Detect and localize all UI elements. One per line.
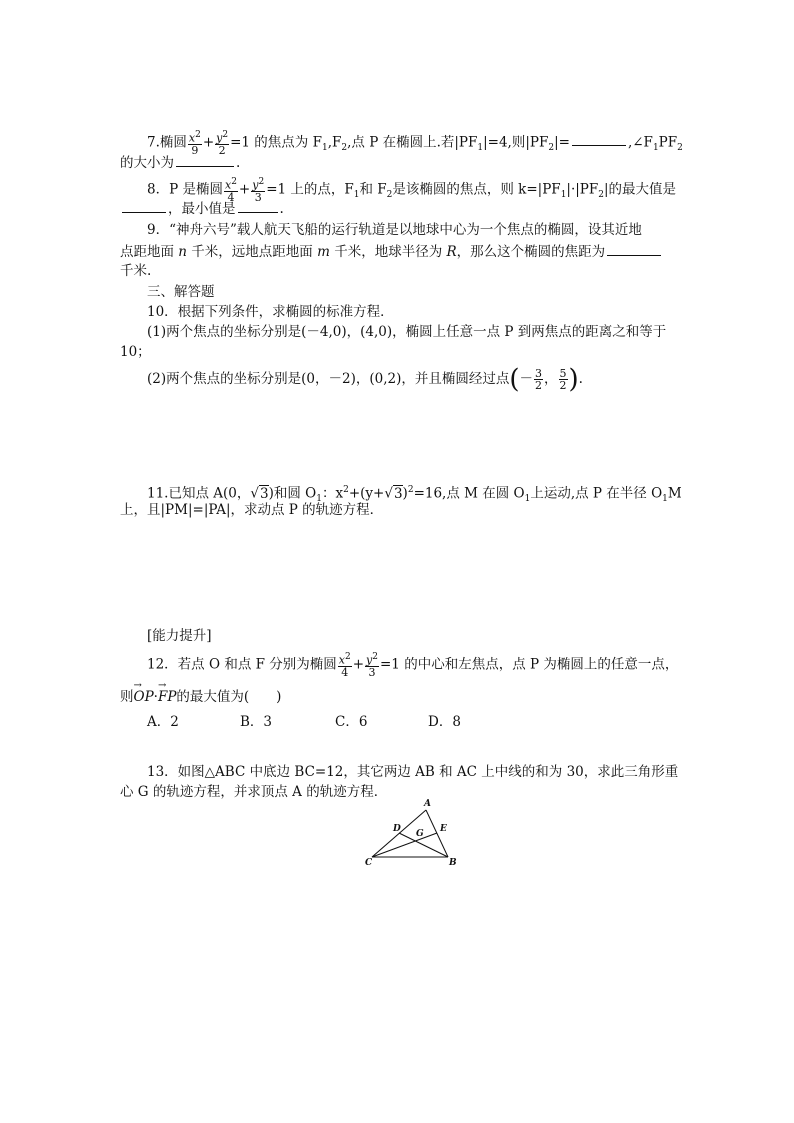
q7-line2: 的大小为 . [120,152,240,173]
q13-line1: 13．如图△ABC 中底边 BC=12，其它两边 AB 和 AC 上中线的和为 30，求此三角形重 [147,764,679,780]
vector-op: → OP [134,687,154,707]
answer-blank[interactable] [176,152,234,167]
label-c: C [365,858,373,868]
q9-line3: 千米. [120,263,152,279]
q10-title: 10．根据下列条件，求椭圆的标准方程． [147,304,394,320]
triangle-figure [360,798,470,870]
q12-line2: 则→ OP·→ FP的最大值为( ) [120,687,281,707]
q12-option-a[interactable]: A．2 [147,714,179,730]
fraction-x2-4: $\frac{x^2}{4}$ [224,177,237,204]
ability-heading: [能力提升] [147,628,212,644]
median-ce [372,833,437,857]
answer-blank[interactable] [607,241,661,256]
q10-part1: (1)两个焦点的坐标分别是(－4,0)，(4,0)，椭圆上任意一点 P 到两焦点的距离之和等于 [147,324,667,340]
answer-blank[interactable] [572,131,626,146]
q8-line1: 8．P 是椭圆 $\frac{x^2}{4}$ + $\frac{y^2}{3}$ =1 上的点，$F_1$和 $F_2$是该椭圆的焦点，则 $k=|PF_1|\cdot|PF_2|$的最大值是 [147,177,677,204]
q12-option-c[interactable]: C．6 [335,714,368,730]
q12-option-d[interactable]: D．8 [428,714,461,730]
q12-option-b[interactable]: B．3 [240,714,273,730]
q10-part2: (2)两个焦点的坐标分别是(0，－2)，(0,2)，并且椭圆经过点(－ $\frac{3}{2}$ ， $\frac{5}{2}$ ). [147,364,583,395]
q9-line1: 9．“神舟六号”载人航天飞船的运行轨道是以地球中心为一个焦点的椭圆，设其近地 [147,222,642,238]
q10-part1-cont: 10； [120,344,151,360]
fraction-x2-9: $\frac{x^2}{9}$ [188,130,201,157]
q12-line1: 12．若点 O 和点 F 分别为椭圆 $\frac{x^2}{4}$ + $\frac{y^2}{3}$ =1 的中心和左焦点，点 P 为椭圆上的任意一点， [147,652,679,679]
q11-line2: 上，且|PM|=|PA|，求动点 P 的轨迹方程． [120,502,384,518]
answer-blank[interactable] [238,198,278,213]
answer-blank[interactable] [122,198,166,213]
fraction-y2-2: $\frac{y^2}{2}$ [216,130,229,157]
q7-line1: 7.椭圆 $\frac{x^2}{9}$ + $\frac{y^2}{2}$ =1 的焦点为 $F_1,F_2$,点 P 在椭圆上.若$|PF_1|=4$,则$|PF_2|=$ $,\angle F_1PF_2$ [147,130,683,157]
vector-fp: → FP [158,687,176,707]
label-e: E [440,824,447,834]
label-b: B [449,858,457,868]
fraction-y2-3: $\frac{y^2}{3}$ [252,177,265,204]
q13-line2: 心 G 的轨迹方程，并求顶点 A 的轨迹方程． [120,784,388,800]
q11-line1: 11.已知点 A(0，√3)和圆 $O_1$：$x^2+(y+√3)^2=16$,点 M 在圆 $O_1$上运动,点 P 在半径 $O_1M$ [147,485,682,505]
section-heading: 三、解答题 [147,284,215,300]
label-g: G [416,829,424,839]
label-d: D [393,824,401,834]
label-a: A [424,799,431,809]
q8-line2: ，最小值是 . [120,198,284,219]
q7-text: 7.椭圆 [147,134,187,151]
q9-line2: 点距地面 n 千米，远地点距地面 m 千米，地球半径为 R，那么这个椭圆的焦距为 [120,241,663,262]
